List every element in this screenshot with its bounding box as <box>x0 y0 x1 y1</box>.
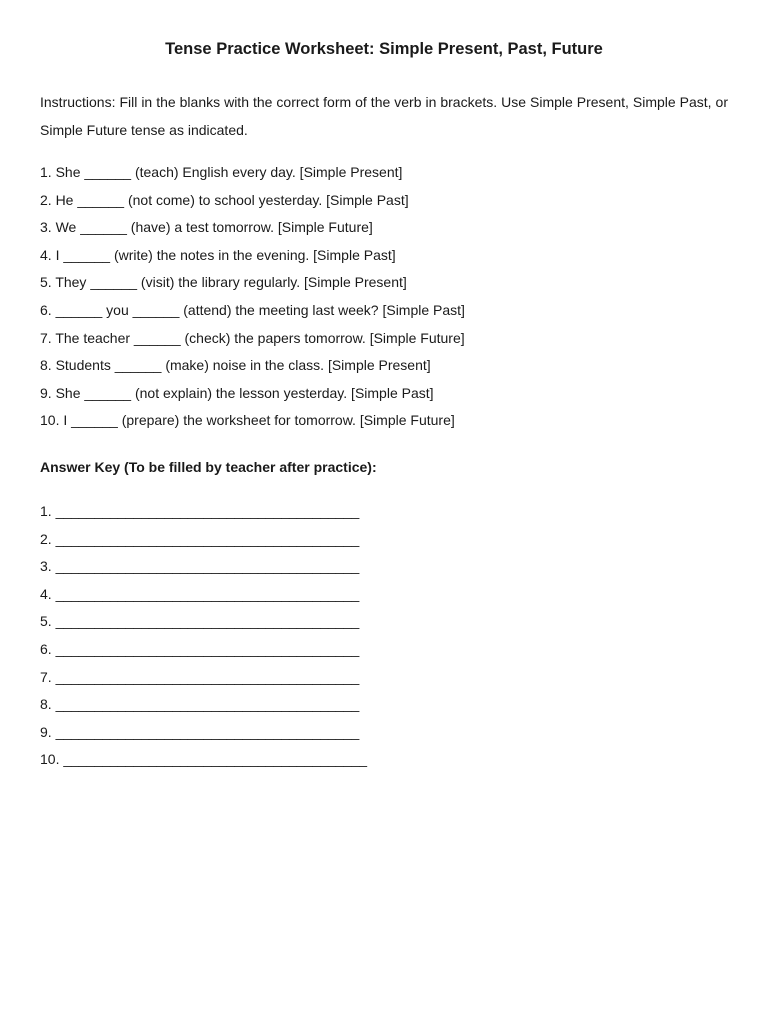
question-item: 6. ______ you ______ (attend) the meeting last week? [Simple Past] <box>40 301 465 318</box>
question-item: 2. He ______ (not come) to school yesterday. [Simple Past] <box>40 191 409 208</box>
question-list <box>40 160 728 436</box>
answer-line: 8. _______________________________________ <box>40 696 360 713</box>
question-item: 1. She ______ (teach) English every day. [Simple Present] <box>40 164 403 180</box>
answer-line: 4. _______________________________________ <box>40 585 360 602</box>
question-item: 8. Students ______ (make) noise in the class. [Simple Present] <box>40 357 431 374</box>
question-item: 10. I ______ (prepare) the worksheet for tomorrow. [Simple Future] <box>40 412 455 429</box>
answer-line: 10. _______________________________________ <box>40 751 368 768</box>
instructions-paragraph: Instructions: Fill in the blanks with the correct form of the verb in brackets. Use Simple Present, Simple Past, or Simple Future tense as indicated. <box>40 94 728 138</box>
answer-key-list <box>40 500 367 776</box>
answer-line: 7. _______________________________________ <box>40 668 360 685</box>
answer-line: 6. _______________________________________ <box>40 640 360 657</box>
question-item: 3. We ______ (have) a test tomorrow. [Simple Future] <box>40 219 373 236</box>
answer-key-title: Answer Key (To be filled by teacher after practice): <box>40 459 377 475</box>
answer-line: 3. _______________________________________ <box>40 558 360 575</box>
question-item: 9. She ______ (not explain) the lesson yesterday. [Simple Past] <box>40 384 434 401</box>
question-item: 7. The teacher ______ (check) the papers tomorrow. [Simple Future] <box>40 329 465 346</box>
question-item: 4. I ______ (write) the notes in the evening. [Simple Past] <box>40 246 396 263</box>
answer-line: 9. _______________________________________ <box>40 723 360 740</box>
answer-line: 1. _______________________________________ <box>40 503 360 519</box>
answer-line: 2. _______________________________________ <box>40 530 360 547</box>
answer-line: 5. _______________________________________ <box>40 613 360 630</box>
question-item: 5. They ______ (visit) the library regularly. [Simple Present] <box>40 274 407 291</box>
page-title: Tense Practice Worksheet: Simple Present, Past, Future <box>165 40 603 58</box>
